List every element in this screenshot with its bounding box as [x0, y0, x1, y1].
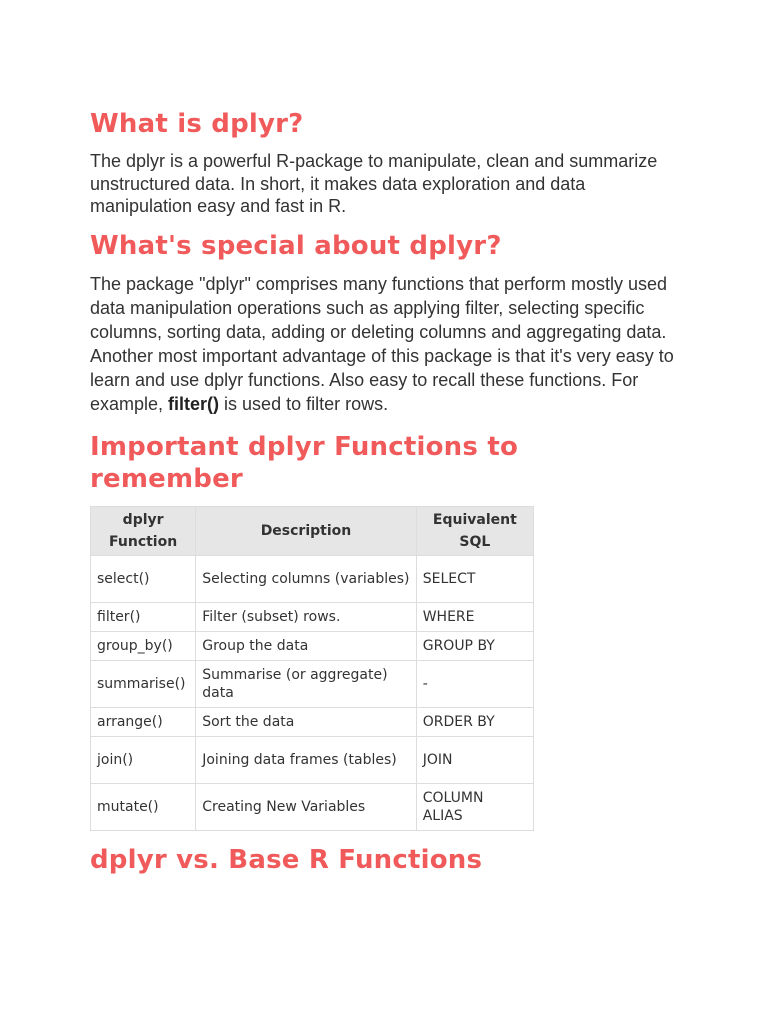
cell-sql: COLUMN ALIAS	[416, 784, 533, 831]
cell-function: join()	[91, 737, 196, 784]
cell-description: Group the data	[196, 632, 416, 661]
paragraph-text-before: The package "dplyr" comprises many functions that perform mostly used data manipulation operations such as applying filter, selecting specific columns, sorting data, adding or deleting columns and aggregating data. Another most important advantage of this package is that it's very easy to learn and use dplyr functions. Also easy to recall these functions. For example,	[90, 274, 674, 414]
cell-sql: GROUP BY	[416, 632, 533, 661]
paragraph-whats-special	[90, 272, 680, 416]
table-header-row	[91, 507, 534, 556]
table-row	[91, 632, 534, 661]
cell-function: arrange()	[91, 708, 196, 737]
cell-function: mutate()	[91, 784, 196, 831]
bold-function-name: filter()	[168, 394, 220, 414]
cell-description: Summarise (or aggregate) data	[196, 661, 416, 708]
paragraph-what-is-dplyr: The dplyr is a powerful R-package to manipulate, clean and summarize unstructured data. In short, it makes data exploration and data manipulation easy and fast in R.	[90, 151, 658, 216]
cell-sql: -	[416, 661, 533, 708]
cell-function: filter()	[91, 603, 196, 632]
heading-dplyr-vs-base: dplyr vs. Base R Functions	[90, 845, 483, 875]
cell-description: Joining data frames (tables)	[196, 737, 416, 784]
paragraph-text-after: is used to filter rows.	[219, 394, 389, 414]
cell-sql: ORDER BY	[416, 708, 533, 737]
cell-function: summarise()	[91, 661, 196, 708]
table-row	[91, 737, 534, 784]
column-header-function: dplyr Function	[91, 507, 196, 556]
heading-whats-special: What's special about dplyr?	[90, 231, 502, 261]
table-row	[91, 784, 534, 831]
column-header-sql: Equivalent SQL	[416, 507, 533, 556]
cell-function: select()	[91, 556, 196, 603]
heading-what-is-dplyr: What is dplyr?	[90, 109, 304, 139]
column-header-description: Description	[196, 507, 416, 556]
cell-description: Filter (subset) rows.	[196, 603, 416, 632]
table-row	[91, 708, 534, 737]
table-row	[91, 661, 534, 708]
cell-sql: SELECT	[416, 556, 533, 603]
cell-sql: JOIN	[416, 737, 533, 784]
cell-description: Sort the data	[196, 708, 416, 737]
table-row	[91, 603, 534, 632]
cell-description: Selecting columns (variables)	[196, 556, 416, 603]
cell-sql: WHERE	[416, 603, 533, 632]
heading-important-functions: Important dplyr Functions to remember	[90, 432, 519, 494]
cell-function: group_by()	[91, 632, 196, 661]
cell-description: Creating New Variables	[196, 784, 416, 831]
functions-table	[90, 506, 534, 831]
table-row	[91, 556, 534, 603]
